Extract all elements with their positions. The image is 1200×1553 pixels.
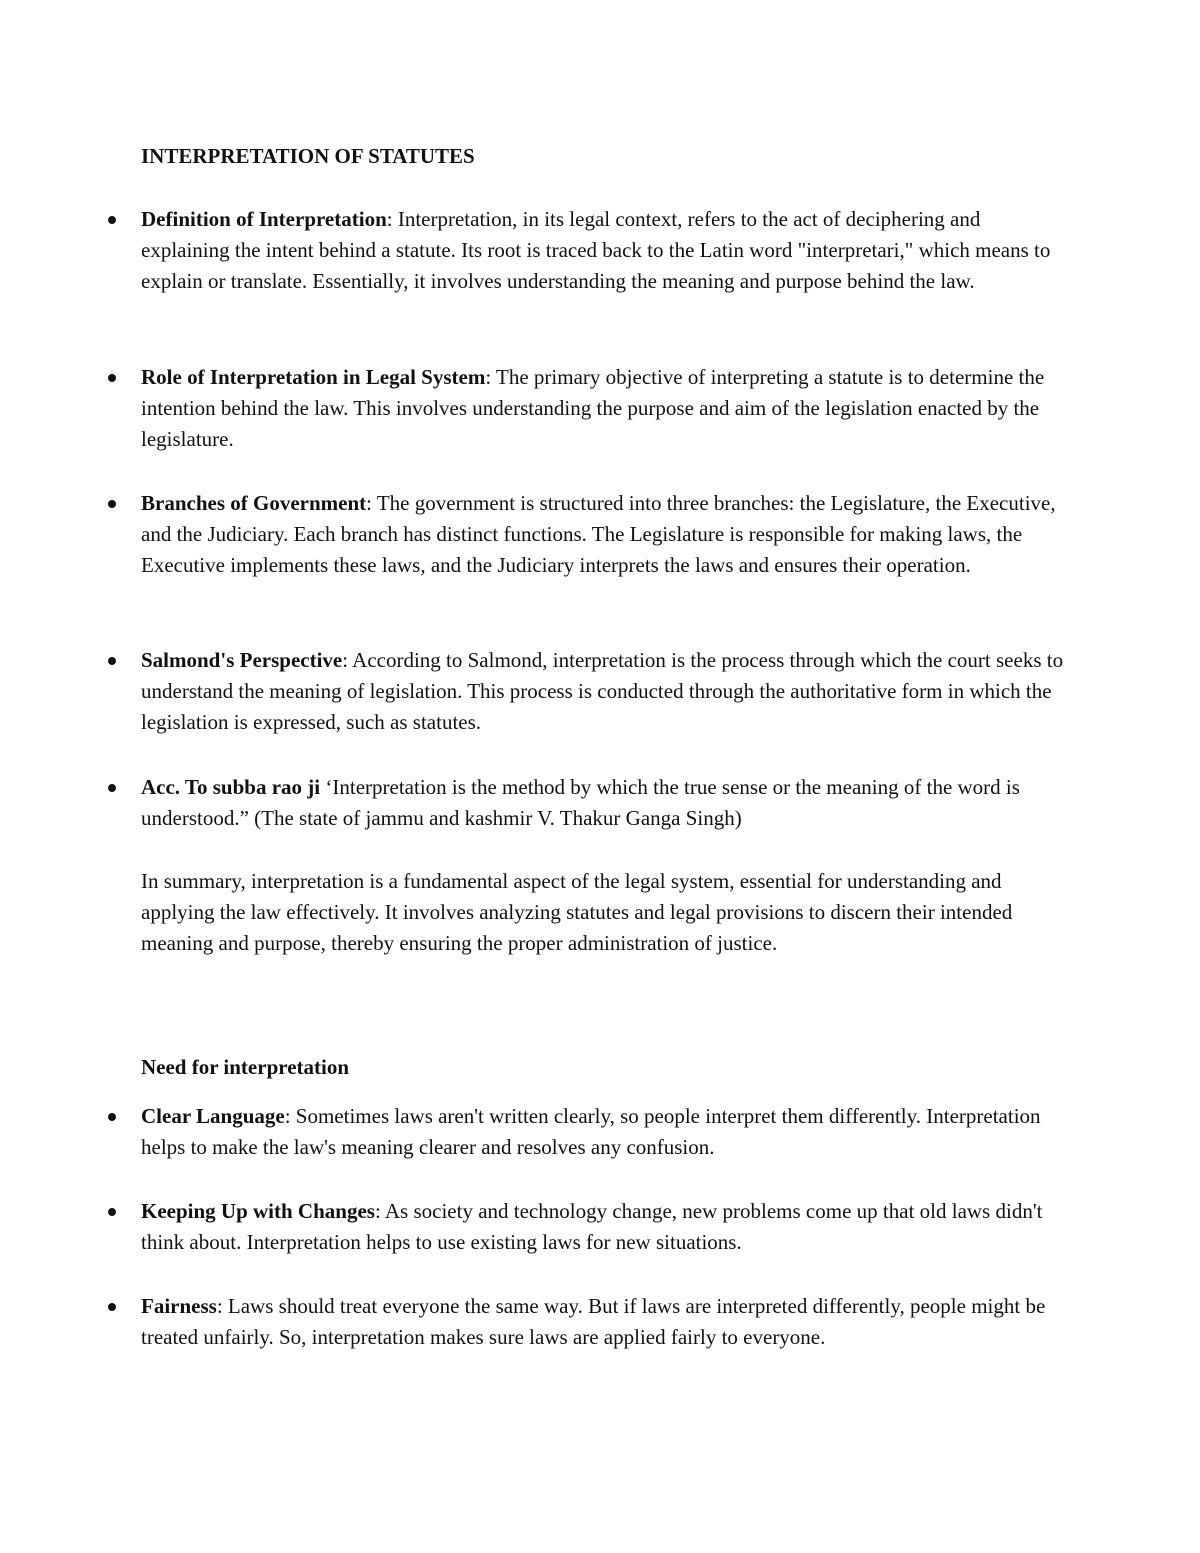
item-term: Salmond's Perspective	[141, 648, 343, 672]
item-text: : According to Salmond, interpretation is the process through which the court seeks to understand the meaning of legislation. This process is conducted through the authoritative form in which the legislation is expressed, such as statutes.	[141, 648, 1064, 734]
item-term: Acc. To subba rao ji	[141, 775, 321, 799]
summary-paragraph: In summary, interpretation is a fundamental aspect of the legal system, essential for understanding and applying the law effectively. It involves analyzing statutes and legal provisions to discern their intended meaning and purpose, thereby ensuring the proper administration of justice.	[141, 869, 1013, 955]
bullet-icon	[108, 216, 116, 224]
bullet-icon	[108, 657, 116, 665]
item-text: : The government is structured into three branches: the Legislature, the Executive, and the Judiciary. Each branch has distinct functions. The Legislature is responsible for making laws, the Executive implements these laws, and the Judiciary interprets the laws and ensures their operation.	[141, 491, 1056, 577]
list-item-branches	[141, 488, 1071, 581]
bullet-icon	[108, 784, 116, 792]
item-term: Branches of Government	[141, 491, 367, 515]
section-heading: Need for interpretation	[141, 1055, 350, 1079]
item-text: : The primary objective of interpreting a statute is to determine the intention behind the law. This involves understanding the purpose and aim of the legislation enacted by the legislature.	[141, 365, 1045, 451]
bullet-icon	[108, 500, 116, 508]
list-item-keeping-up	[141, 1196, 1071, 1258]
item-term: Clear Language	[141, 1104, 285, 1128]
item-text: : As society and technology change, new problems come up that old laws didn't think about. Interpretation helps to use existing laws for new situations.	[141, 1199, 1043, 1254]
list-item-fairness	[141, 1291, 1071, 1353]
item-text: : Sometimes laws aren't written clearly, so people interpret them differently. Interpretation helps to make the law's meaning clearer and resolves any confusion.	[141, 1104, 1041, 1159]
bullet-icon	[108, 1113, 116, 1121]
item-text: : Laws should treat everyone the same way. But if laws are interpreted differently, people might be treated unfairly. So, interpretation makes sure laws are applied fairly to everyone.	[141, 1294, 1046, 1349]
list-item-definition	[141, 204, 1071, 297]
item-term: Fairness	[141, 1294, 217, 1318]
bullet-icon	[108, 374, 116, 382]
item-term: Role of Interpretation in Legal System	[141, 365, 486, 389]
item-term: Definition of Interpretation	[141, 207, 387, 231]
item-text: ‘Interpretation is the method by which the true sense or the meaning of the word is understood.” (The state of jammu and kashmir V. Thakur Ganga Singh)	[141, 775, 1020, 830]
list-item-clear-language	[141, 1101, 1071, 1163]
item-term: Keeping Up with Changes	[141, 1199, 375, 1223]
bullet-icon	[108, 1303, 116, 1311]
item-text: : Interpretation, in its legal context, refers to the act of deciphering and explaining the intent behind a statute. Its root is traced back to the Latin word "interpretari," which means to explain or translate. Essentially, it involves understanding the meaning and purpose behind the law.	[141, 207, 1051, 293]
document-title: INTERPRETATION OF STATUTES	[141, 144, 475, 168]
list-item-salmond	[141, 645, 1071, 738]
bullet-icon	[108, 1208, 116, 1216]
list-item-subba-rao	[141, 772, 1071, 834]
list-item-role	[141, 362, 1071, 455]
